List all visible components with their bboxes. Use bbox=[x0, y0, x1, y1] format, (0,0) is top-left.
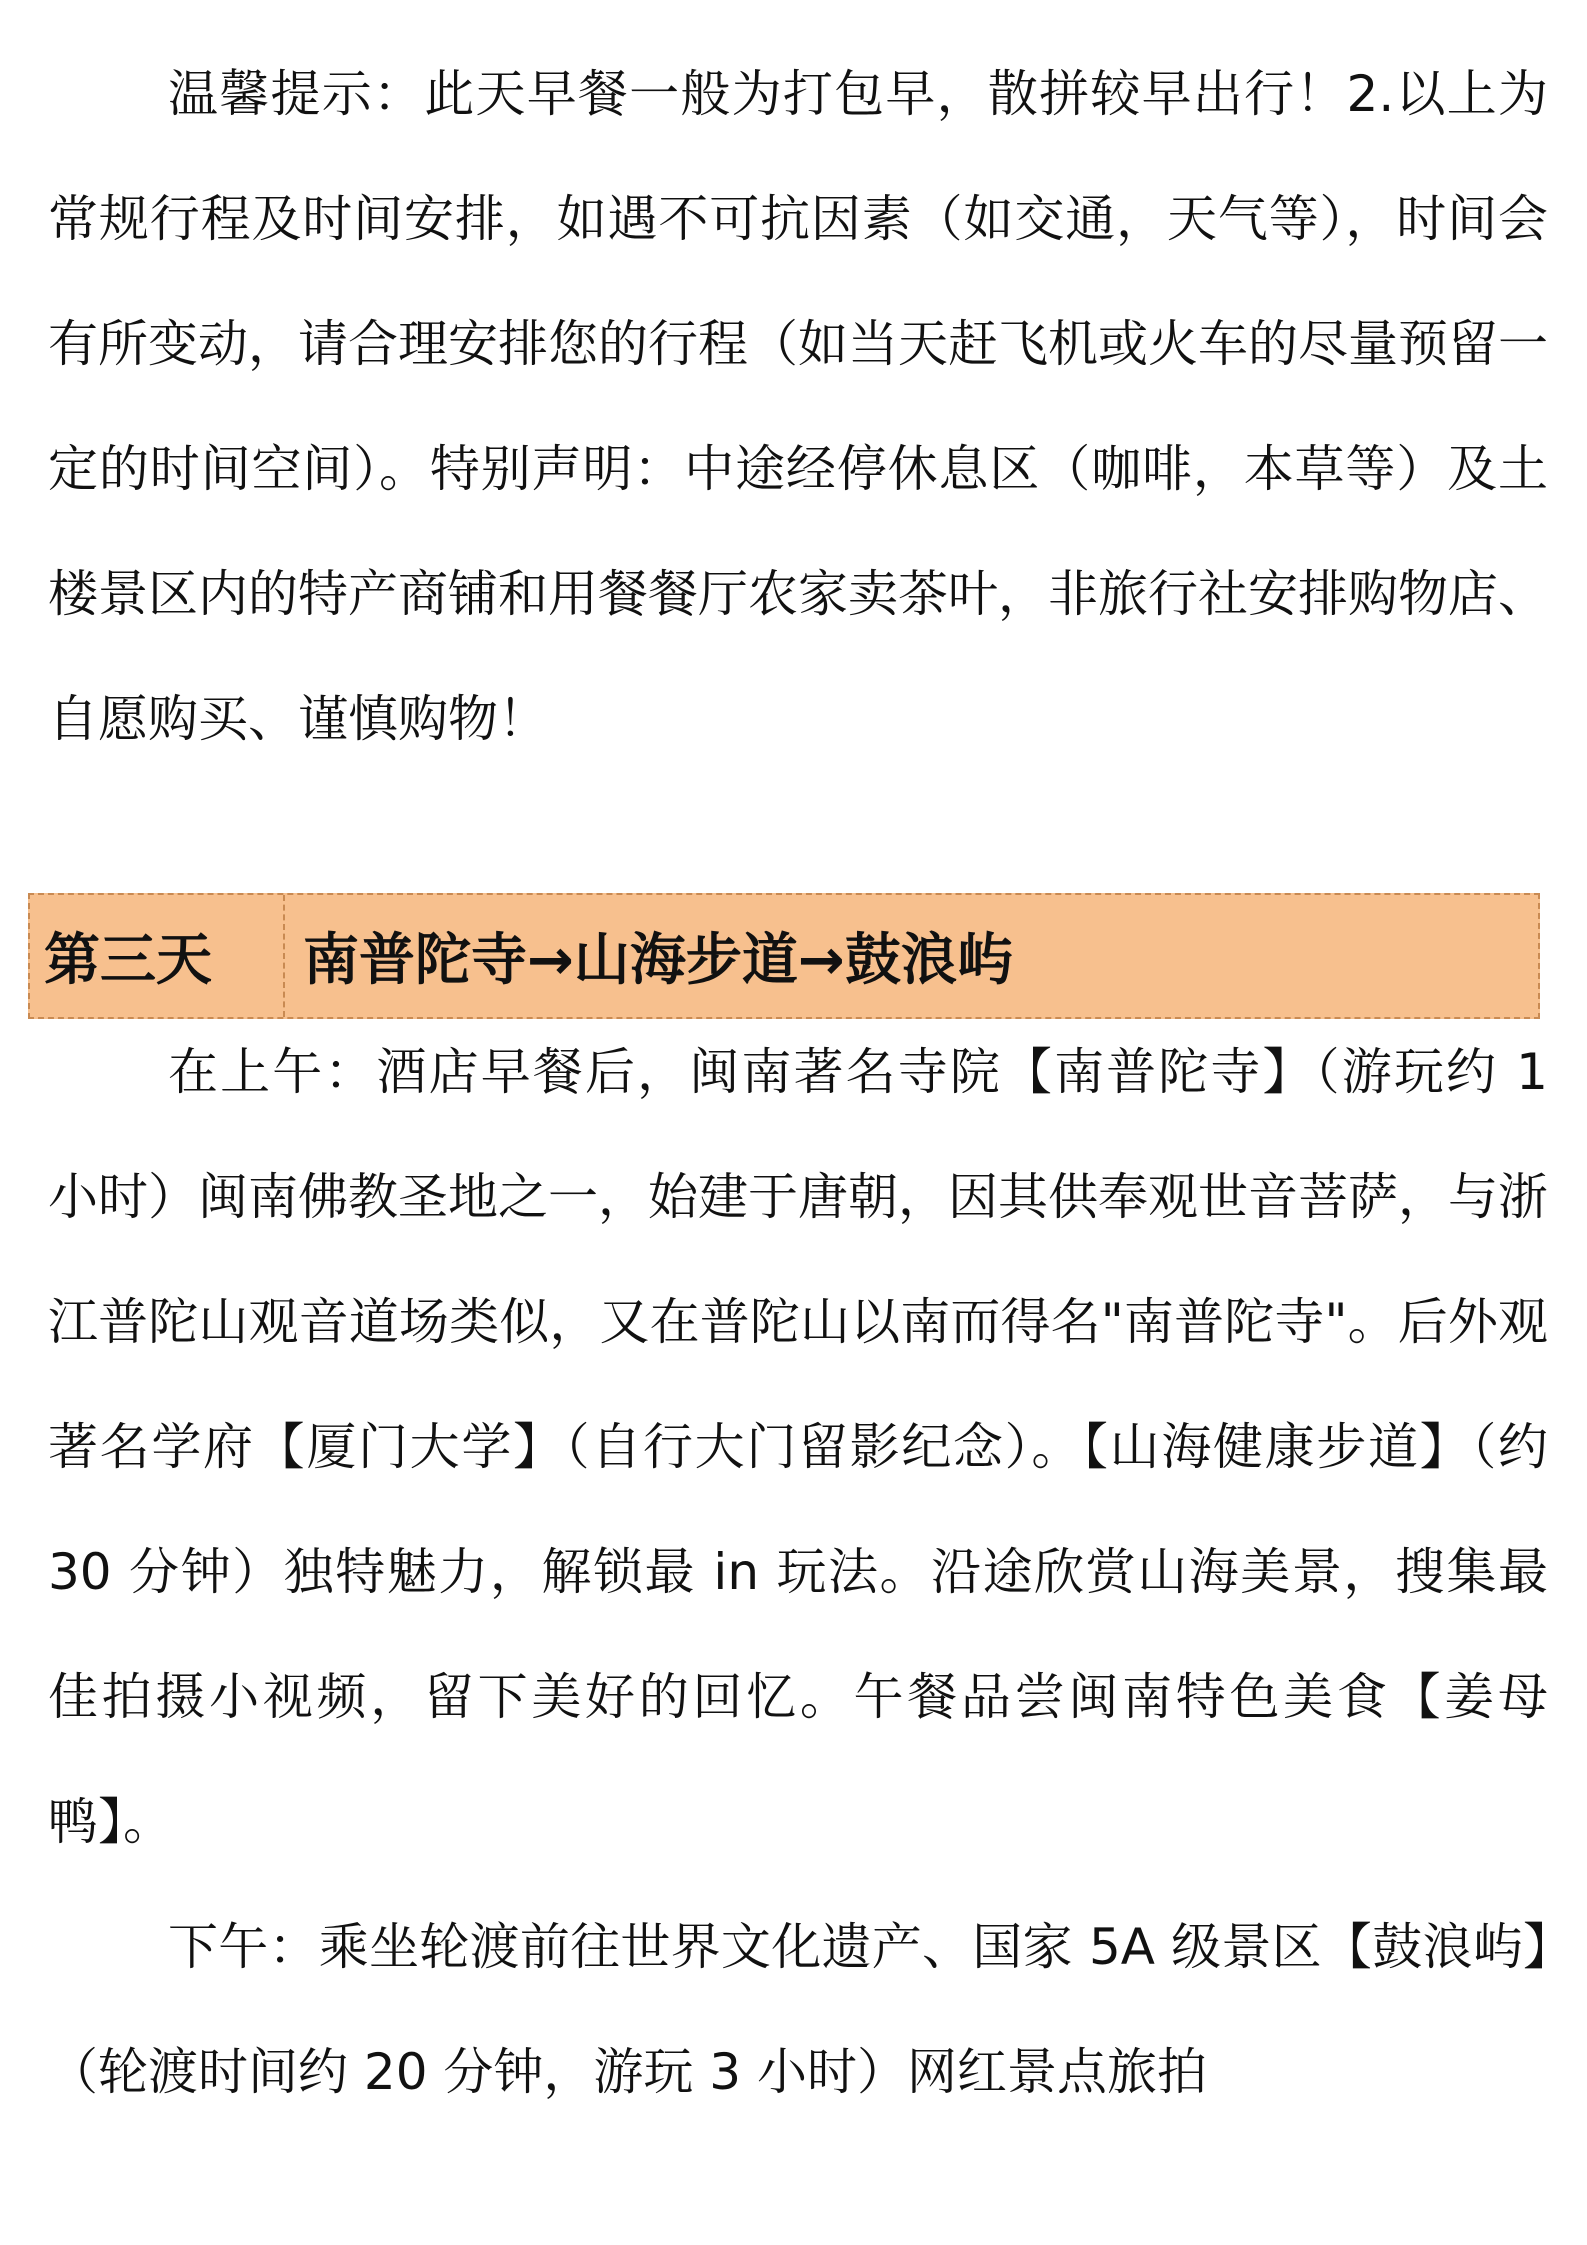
day-heading-banner bbox=[28, 893, 1540, 1019]
day-label: 第三天 bbox=[30, 895, 285, 1017]
day-route-title: 南普陀寺→山海步道→鼓浪屿 bbox=[303, 928, 1013, 993]
notice-paragraph: 温馨提示：此天早餐一般为打包早，散拼较早出行！2.以上为常规行程及时间安排，如遇不可抗因素（如交通，天气等），时间会有所变动，请合理安排您的行程（如当天赶飞机或火车的尽量预留一定的时间空间）。特别声明：中途经停休息区（咖啡，本草等）及土楼景区内的特产商铺和用餐餐厅农家卖茶叶，非旅行社安排购物店、自愿购买、谨慎购物！ bbox=[48, 65, 1548, 748]
afternoon-itinerary-paragraph: 下午：乘坐轮渡前往世界文化遗产、国家 5A 级景区【鼓浪屿】（轮渡时间约 20 分钟，游玩 3 小时）网红景点旅拍 bbox=[48, 1918, 1548, 2101]
morning-itinerary-paragraph: 在上午：酒店早餐后，闽南著名寺院【南普陀寺】（游玩约 1 小时）闽南佛教圣地之一，始建于唐朝，因其供奉观世音菩萨，与浙江普陀山观音道场类似，又在普陀山以南而得名"南普陀寺"。后外观著名学府【厦门大学】（自行大门留影纪念）。【山海健康步道】（约 30 分钟）独特魅力，解锁最 in 玩法。沿途欣赏山海美景，搜集最佳拍摄小视频，留下美好的回忆。午餐品尝闽南特色美食【姜母鸭】。 bbox=[48, 1043, 1548, 1851]
